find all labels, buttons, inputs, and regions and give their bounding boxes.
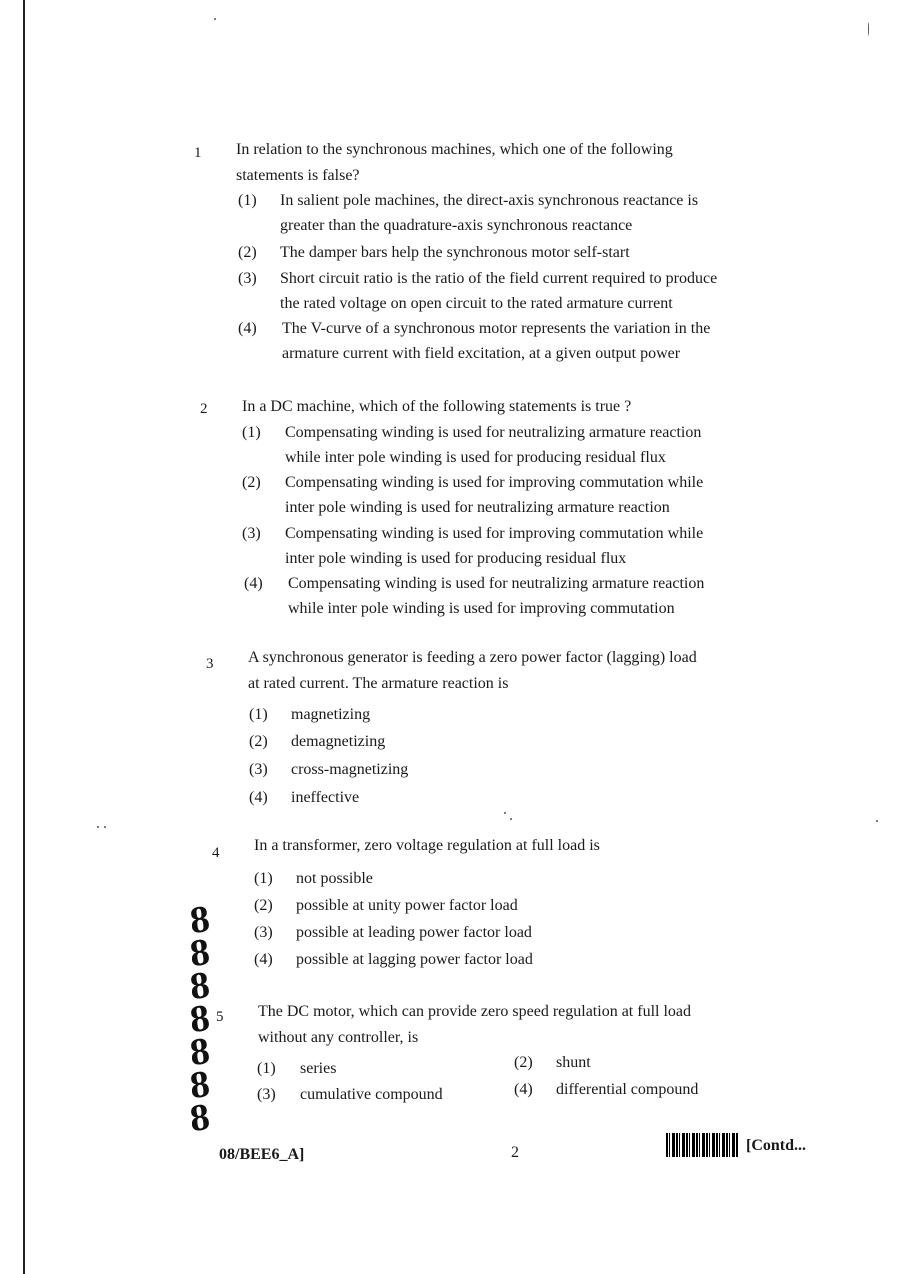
scan-speck <box>97 826 99 828</box>
stem-line: A synchronous generator is feeding a zero power factor (lagging) load <box>248 649 697 666</box>
stem-line: without any controller, is <box>258 1029 419 1046</box>
question-number: 3 <box>206 656 214 672</box>
scan-speck <box>868 22 869 36</box>
option-number: (2) <box>249 733 268 750</box>
scan-speck <box>510 818 512 820</box>
option-text <box>280 240 800 265</box>
scan-speck <box>214 18 216 20</box>
option-text <box>280 188 800 238</box>
option-number: (4) <box>244 575 263 592</box>
option-number: (1) <box>257 1060 276 1077</box>
option-number: (4) <box>249 789 268 806</box>
stamp-digit: 8 <box>187 1097 213 1141</box>
page-number: 2 <box>511 1144 519 1161</box>
left-margin-line <box>23 0 25 1274</box>
option-text <box>288 571 828 621</box>
paper-code: 08/BEE6_A] <box>219 1146 305 1163</box>
option-line: Compensating winding is used for improving commutation while <box>285 525 704 542</box>
question-stem <box>254 833 600 859</box>
serial-stamp <box>183 899 217 1141</box>
stem-line: at rated current. The armature reaction is <box>248 675 509 692</box>
option-line: The damper bars help the synchronous motor self-start <box>280 244 630 261</box>
question-stem <box>236 137 673 189</box>
option-number: (1) <box>242 424 261 441</box>
option-line: Compensating winding is used for neutralizing armature reaction <box>288 575 705 592</box>
option-text: ineffective <box>291 789 360 806</box>
question-stem <box>258 999 691 1051</box>
option-line: while inter pole winding is used for producing residual flux <box>285 449 666 466</box>
option-line: while inter pole winding is used for improving commutation <box>288 600 675 617</box>
option-number: (1) <box>249 706 268 723</box>
stamp-digit: 8 <box>187 1031 213 1075</box>
option-line: greater than the quadrature-axis synchronous reactance <box>280 217 633 234</box>
stamp-digit: 8 <box>187 899 213 943</box>
option-text: not possible <box>296 870 373 887</box>
scan-speck <box>104 826 106 828</box>
option-number: (4) <box>254 951 273 968</box>
stamp-digit: 8 <box>187 932 213 976</box>
option-text: possible at unity power factor load <box>296 897 518 914</box>
option-text: cumulative compound <box>300 1086 443 1103</box>
option-text <box>282 316 822 366</box>
option-line: In salient pole machines, the direct-axis synchronous reactance is <box>280 192 699 209</box>
option-number: (3) <box>249 761 268 778</box>
option-number: (1) <box>238 192 257 209</box>
option-line: inter pole winding is used for producing residual flux <box>285 550 627 567</box>
question-number: 2 <box>200 401 208 417</box>
option-line: armature current with field excitation, at a given output power <box>282 345 681 362</box>
question-number: 5 <box>216 1009 224 1025</box>
option-number: (4) <box>514 1081 533 1098</box>
option-number: (3) <box>242 525 261 542</box>
stamp-digit: 8 <box>187 965 213 1009</box>
option-number: (2) <box>514 1054 533 1071</box>
option-text <box>280 266 820 316</box>
option-text: magnetizing <box>291 706 371 723</box>
option-text: series <box>300 1060 337 1077</box>
option-line: inter pole winding is used for neutralizing armature reaction <box>285 499 670 516</box>
option-line: Short circuit ratio is the ratio of the field current required to produce <box>280 270 718 287</box>
option-line: The V-curve of a synchronous motor represents the variation in the <box>282 320 711 337</box>
option-line: Compensating winding is used for improving commutation while <box>285 474 704 491</box>
option-text: differential compound <box>556 1081 699 1098</box>
option-number: (3) <box>254 924 273 941</box>
option-number: (2) <box>254 897 273 914</box>
option-text: cross-magnetizing <box>291 761 409 778</box>
stamp-digit: 8 <box>187 998 213 1042</box>
question-stem <box>248 645 697 697</box>
question-stem <box>242 394 631 420</box>
stem-line: In a DC machine, which of the following statements is true ? <box>242 398 632 415</box>
scan-speck <box>876 820 878 822</box>
option-number: (2) <box>242 474 261 491</box>
scan-speck <box>504 812 506 814</box>
option-line: the rated voltage on open circuit to the rated armature current <box>280 295 673 312</box>
option-number: (3) <box>257 1086 276 1103</box>
option-text: shunt <box>556 1054 591 1071</box>
option-text <box>285 521 825 571</box>
option-number: (4) <box>238 320 257 337</box>
stem-line: In a transformer, zero voltage regulation at full load is <box>254 837 600 854</box>
option-text: possible at lagging power factor load <box>296 951 533 968</box>
stem-line: statements is false? <box>236 167 360 184</box>
stem-line: In relation to the synchronous machines, which one of the following <box>236 141 673 158</box>
stamp-digit: 8 <box>187 1064 213 1108</box>
option-text: demagnetizing <box>291 733 386 750</box>
option-number: (2) <box>238 244 257 261</box>
option-line: Compensating winding is used for neutralizing armature reaction <box>285 424 702 441</box>
option-number: (3) <box>238 270 257 287</box>
stem-line: The DC motor, which can provide zero speed regulation at full load <box>258 1003 691 1020</box>
barcode-icon <box>666 1133 738 1157</box>
option-text <box>285 420 825 470</box>
question-number: 4 <box>212 845 220 861</box>
continued-label: [Contd... <box>746 1137 807 1154</box>
option-number: (1) <box>254 870 273 887</box>
option-text: possible at leading power factor load <box>296 924 532 941</box>
question-number: 1 <box>194 145 202 161</box>
option-text <box>285 470 825 520</box>
